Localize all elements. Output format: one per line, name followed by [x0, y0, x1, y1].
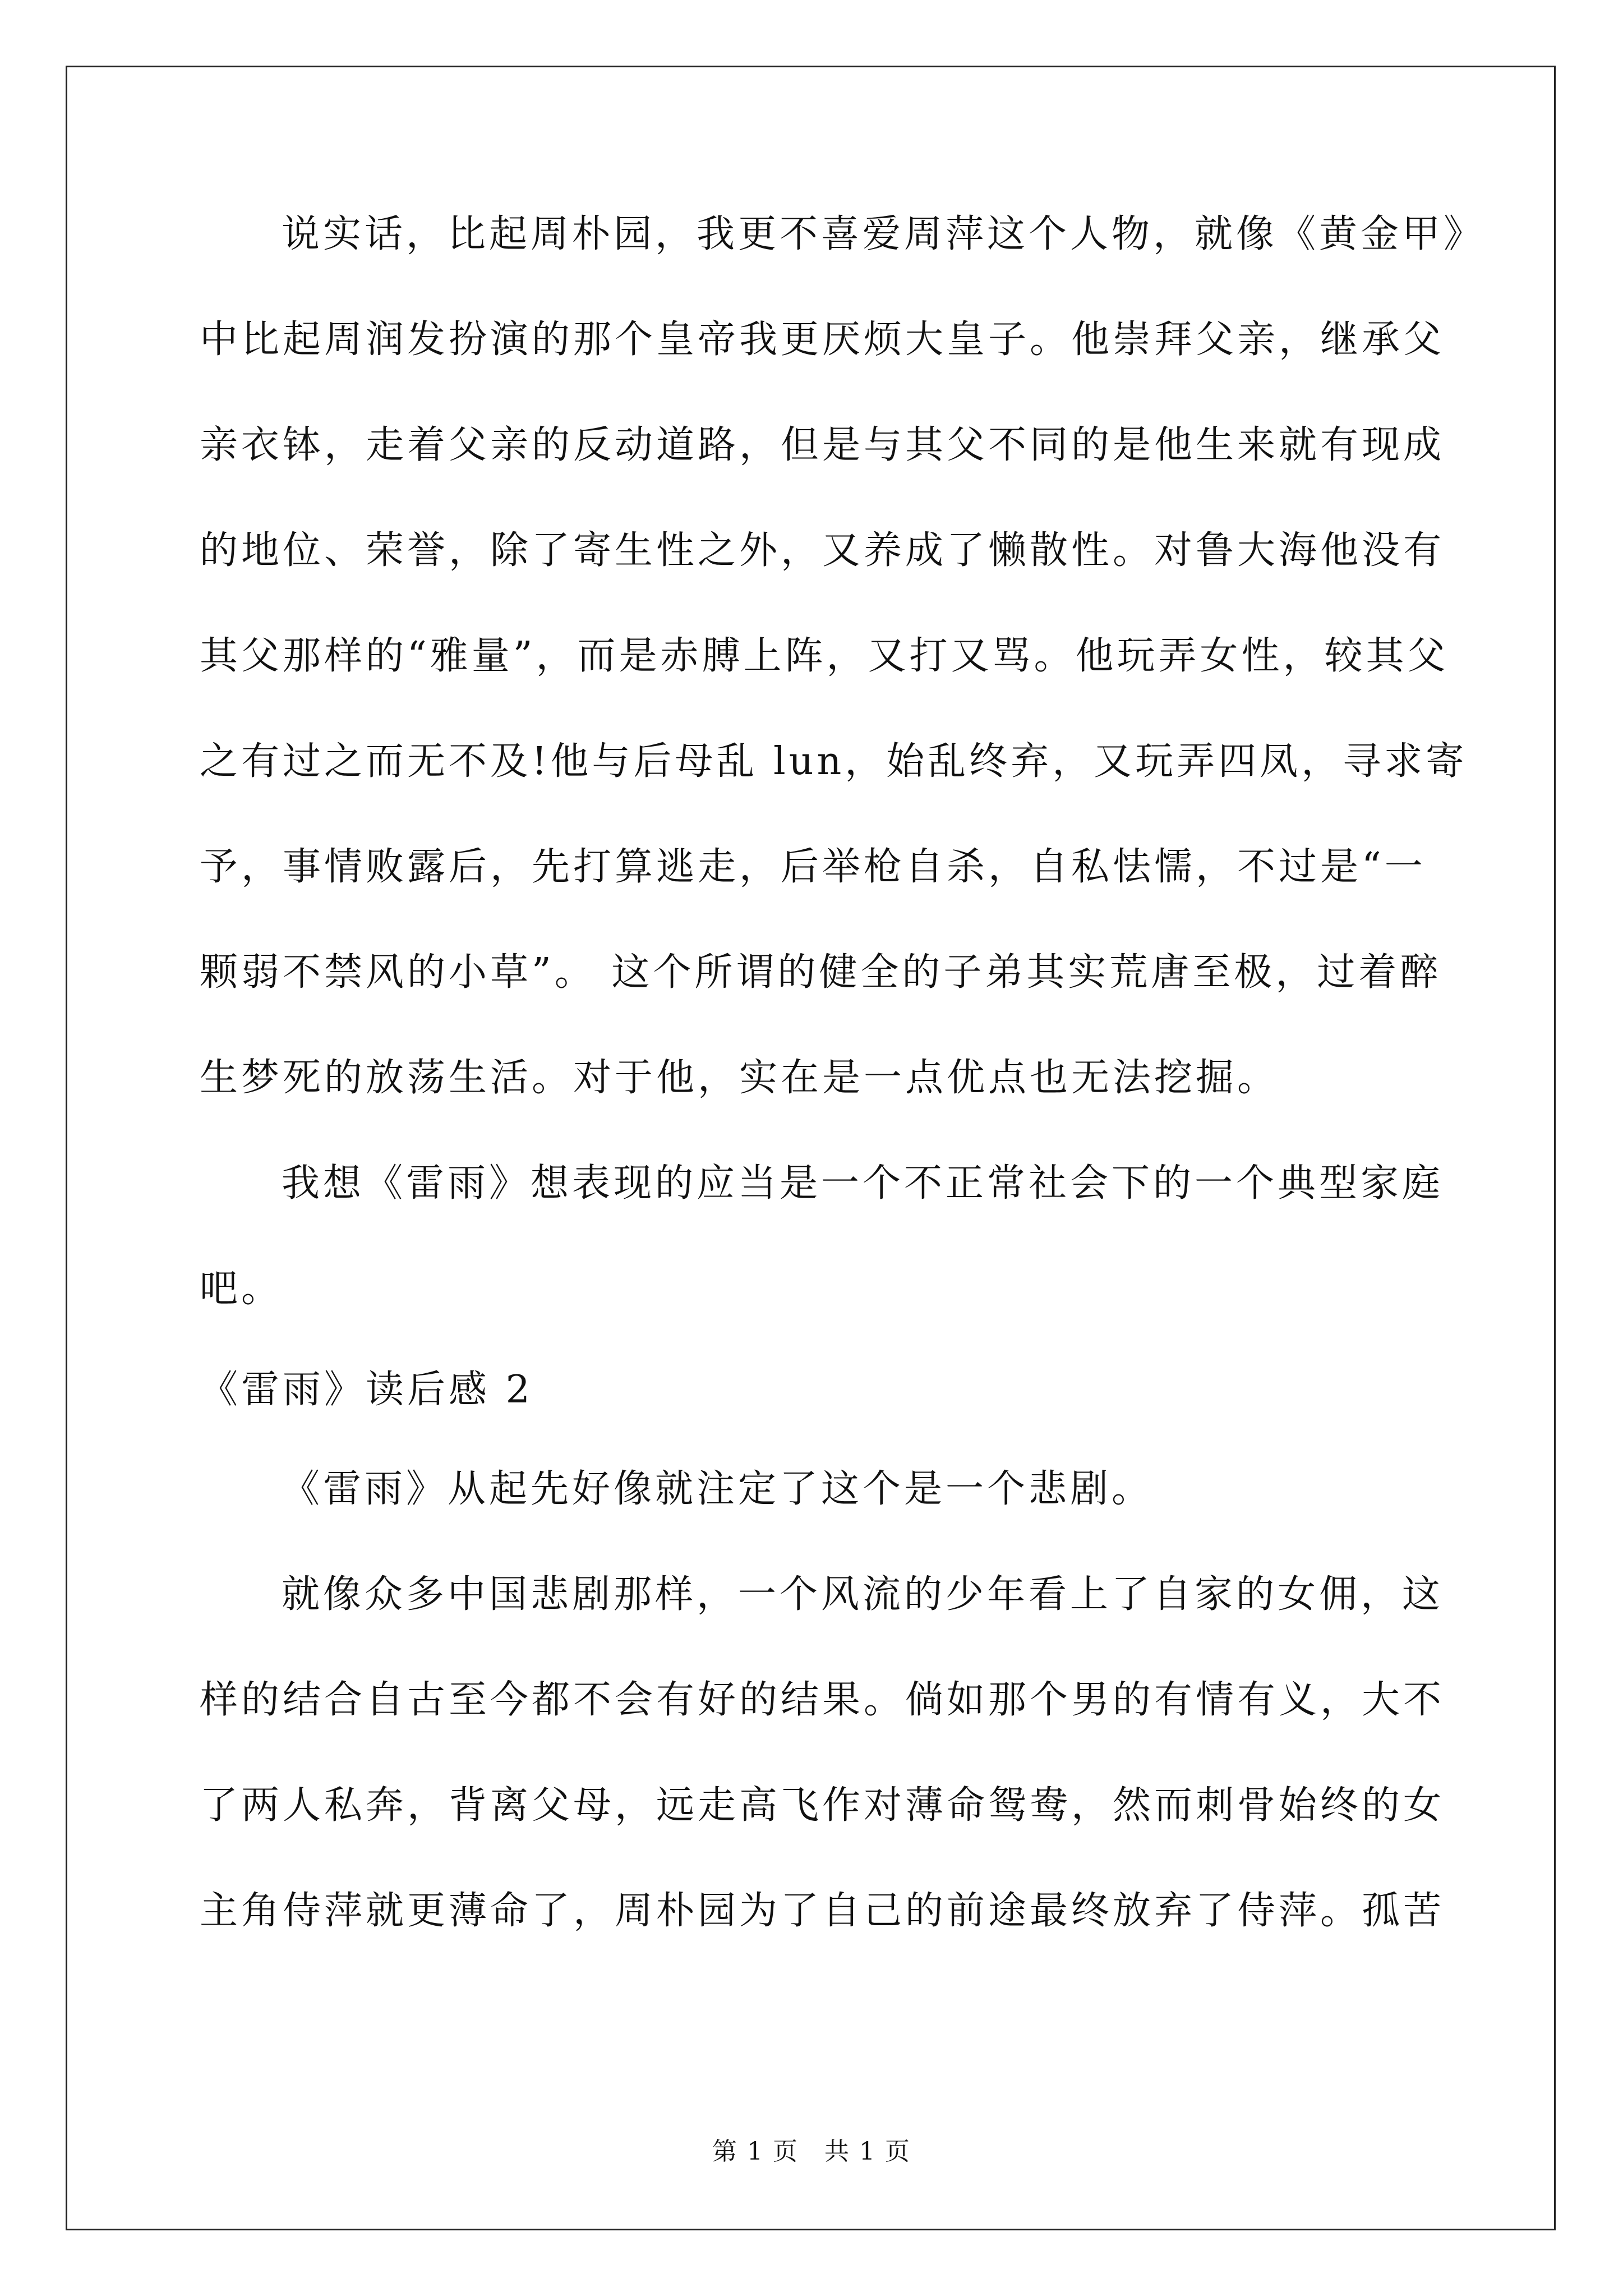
paragraph-line: 予，事情败露后，先打算逃走，后举枪自杀，自私怯懦，不过是“一	[200, 845, 1426, 889]
paragraph-line: 主角侍萍就更薄命了，周朴园为了自己的前途最终放弃了侍萍。孤苦	[200, 1889, 1445, 1933]
paragraph-line: 中比起周润发扮演的那个皇帝我更厌烦大皇子。他崇拜父亲，继承父	[200, 318, 1445, 362]
paragraph-line: 其父那样的“雅量”，而是赤膊上阵，又打又骂。他玩弄女性，较其父	[200, 634, 1449, 678]
paragraph-line: 《雷雨》从起先好像就注定了这个是一个悲剧。	[282, 1467, 1154, 1511]
paragraph-line: 亲衣钵，走着父亲的反动道路，但是与其父不同的是他生来就有现成	[200, 423, 1445, 467]
section-heading: 《雷雨》读后感 2	[200, 1368, 533, 1412]
paragraph-line: 吧。	[200, 1267, 283, 1311]
paragraph-line: 就像众多中国悲剧那样，一个风流的少年看上了自家的女佣，这	[282, 1572, 1444, 1617]
paragraph-line: 之有过之而无不及!他与后母乱 lun，始乱终弃，又玩弄四凤，寻求寄	[200, 739, 1468, 784]
paragraph-line: 了两人私奔，背离父母，远走高飞作对薄命鸳鸯，然而刺骨始终的女	[200, 1783, 1445, 1828]
page-number: 第 1 页 共 1 页	[712, 2137, 911, 2166]
paragraph-line: 颗弱不禁风的小草”。 这个所谓的健全的子弟其实荒唐至极，过着醉	[200, 950, 1442, 995]
paragraph-line: 我想《雷雨》想表现的应当是一个不正常社会下的一个典型家庭	[282, 1161, 1444, 1205]
paragraph-line: 样的结合自古至今都不会有好的结果。倘如那个男的有情有义，大不	[200, 1678, 1445, 1722]
paragraph-line: 说实话，比起周朴园，我更不喜爱周萍这个人物，就像《黄金甲》	[282, 212, 1486, 256]
paragraph-line: 生梦死的放荡生活。对于他，实在是一点优点也无法挖掘。	[200, 1056, 1279, 1100]
paragraph-line: 的地位、荣誉，除了寄生性之外，又养成了懒散性。对鲁大海他没有	[200, 528, 1445, 573]
